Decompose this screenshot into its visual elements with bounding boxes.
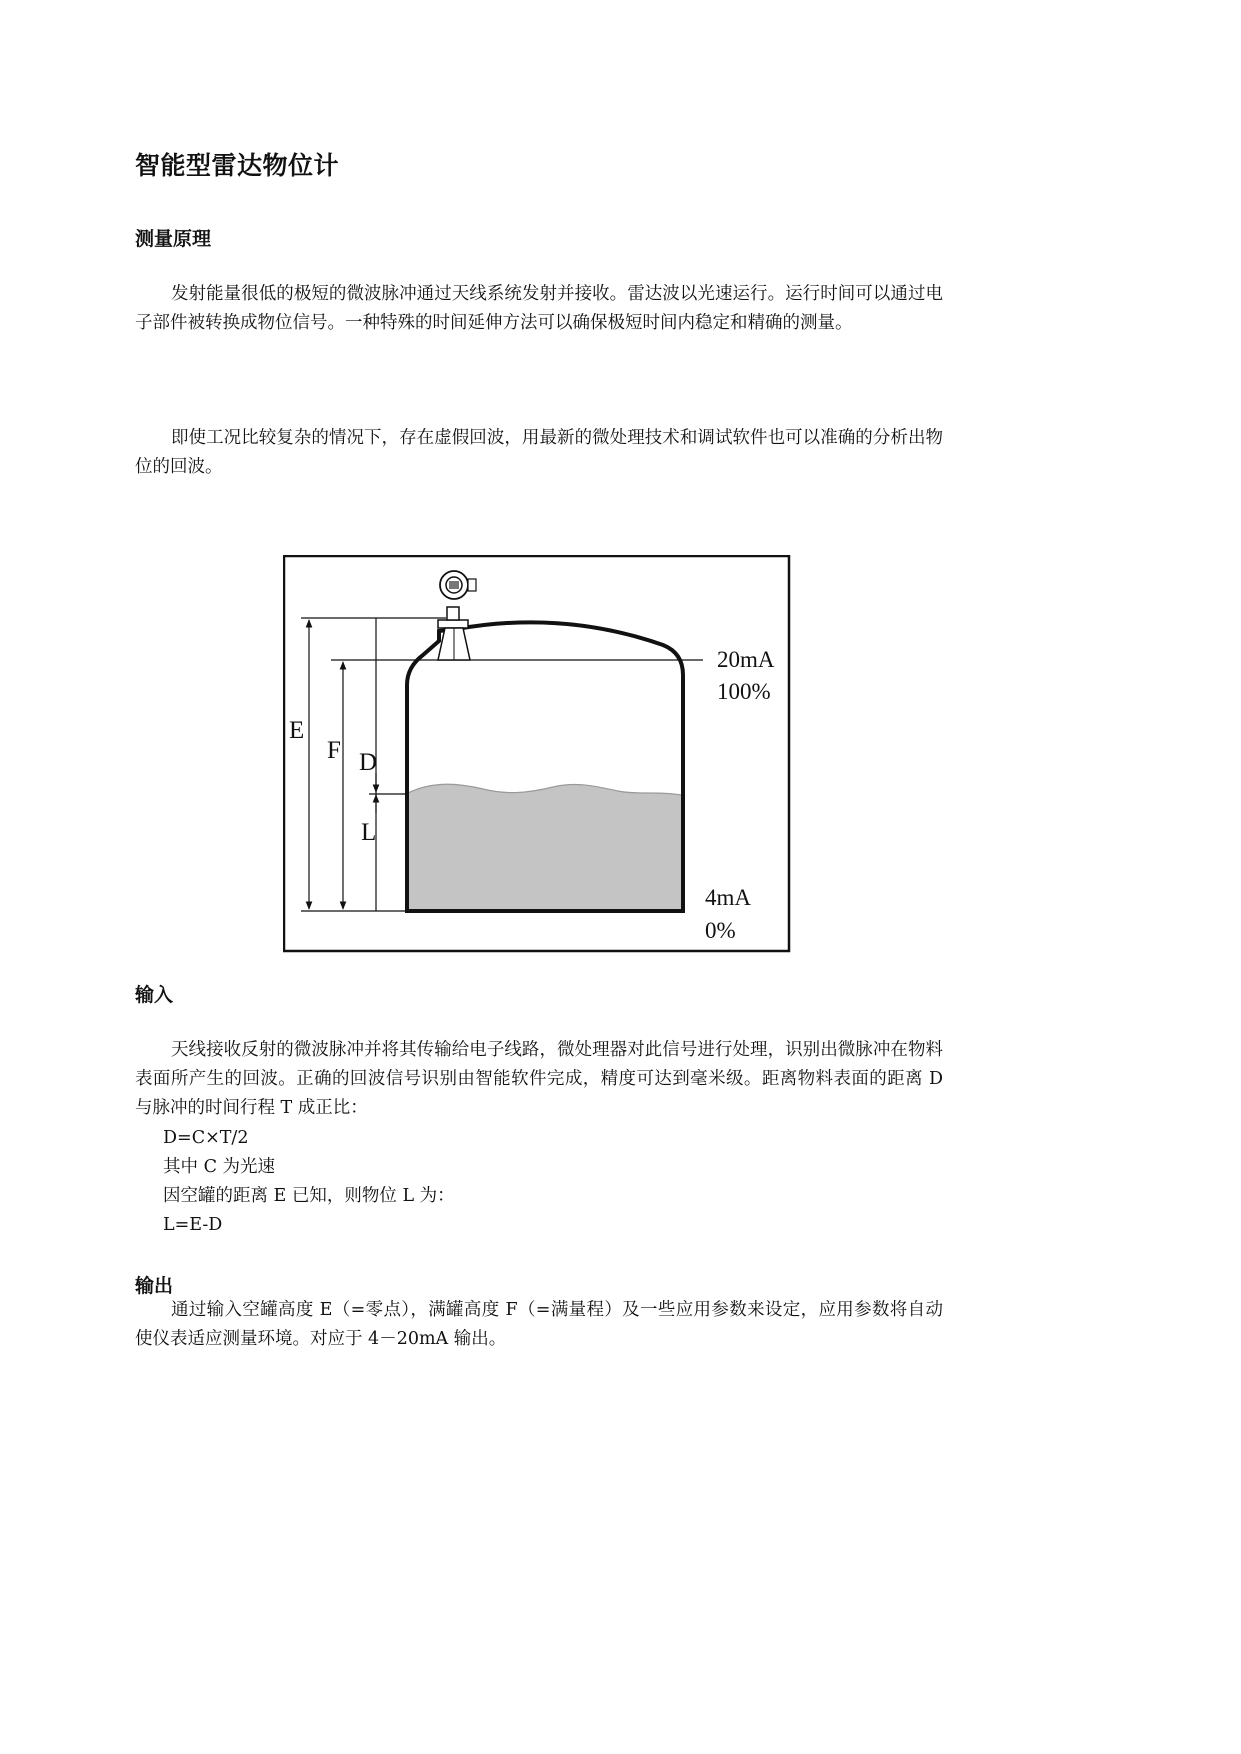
- label-20mA: 20mA: [717, 647, 775, 672]
- level-intro-line: 因空罐的距离 E 已知，则物位 L 为：: [163, 1186, 455, 1206]
- output-paragraph: 通过输入空罐高度 E（=零点），满罐高度 F（=满量程）及一些应用参数来设定，应用参数将自动使仪表适应测量环境。对应于 4－20mA 输出。: [135, 1300, 943, 1349]
- liquid-fill: [408, 784, 681, 911]
- section-heading-principle: 测量原理: [135, 228, 212, 250]
- input-paragraph: 天线接收反射的微波脉冲并将其传输给电子线路，微处理器对此信号进行处理，识别出微脉冲在物料表面所产生的回波。正确的回波信号识别由智能软件完成，精度可达到毫米级。距离物料表面的距离 D 与脉冲的时间行程 T 成正比：: [135, 1040, 943, 1118]
- label-4mA: 4mA: [705, 885, 751, 910]
- section-heading-output: 输出: [135, 1275, 174, 1297]
- label-E: E: [289, 717, 305, 744]
- label-L: L: [361, 819, 377, 846]
- section-heading-input: 输入: [135, 984, 174, 1006]
- radar-antenna-icon: [438, 571, 476, 660]
- document-title: 智能型雷达物位计: [135, 151, 340, 180]
- radar-tank-diagram: [283, 555, 791, 953]
- formula-level: L=E-D: [163, 1215, 223, 1235]
- label-100-percent: 100%: [717, 679, 771, 704]
- speed-of-light-note: 其中 C 为光速: [163, 1157, 276, 1177]
- principle-paragraph-2: 即使工况比较复杂的情况下，存在虚假回波，用最新的微处理技术和调试软件也可以准确的分析出物位的回波。: [135, 428, 943, 477]
- formula-distance: D=C×T/2: [163, 1128, 249, 1148]
- label-F: F: [327, 737, 341, 764]
- label-0-percent: 0%: [705, 918, 736, 943]
- label-D: D: [359, 749, 378, 776]
- principle-paragraph-1: 发射能量很低的极短的微波脉冲通过天线系统发射并接收。雷达波以光速运行。运行时间可以通过电子部件被转换成物位信号。一种特殊的时间延伸方法可以确保极短时间内稳定和精确的测量。: [135, 284, 943, 333]
